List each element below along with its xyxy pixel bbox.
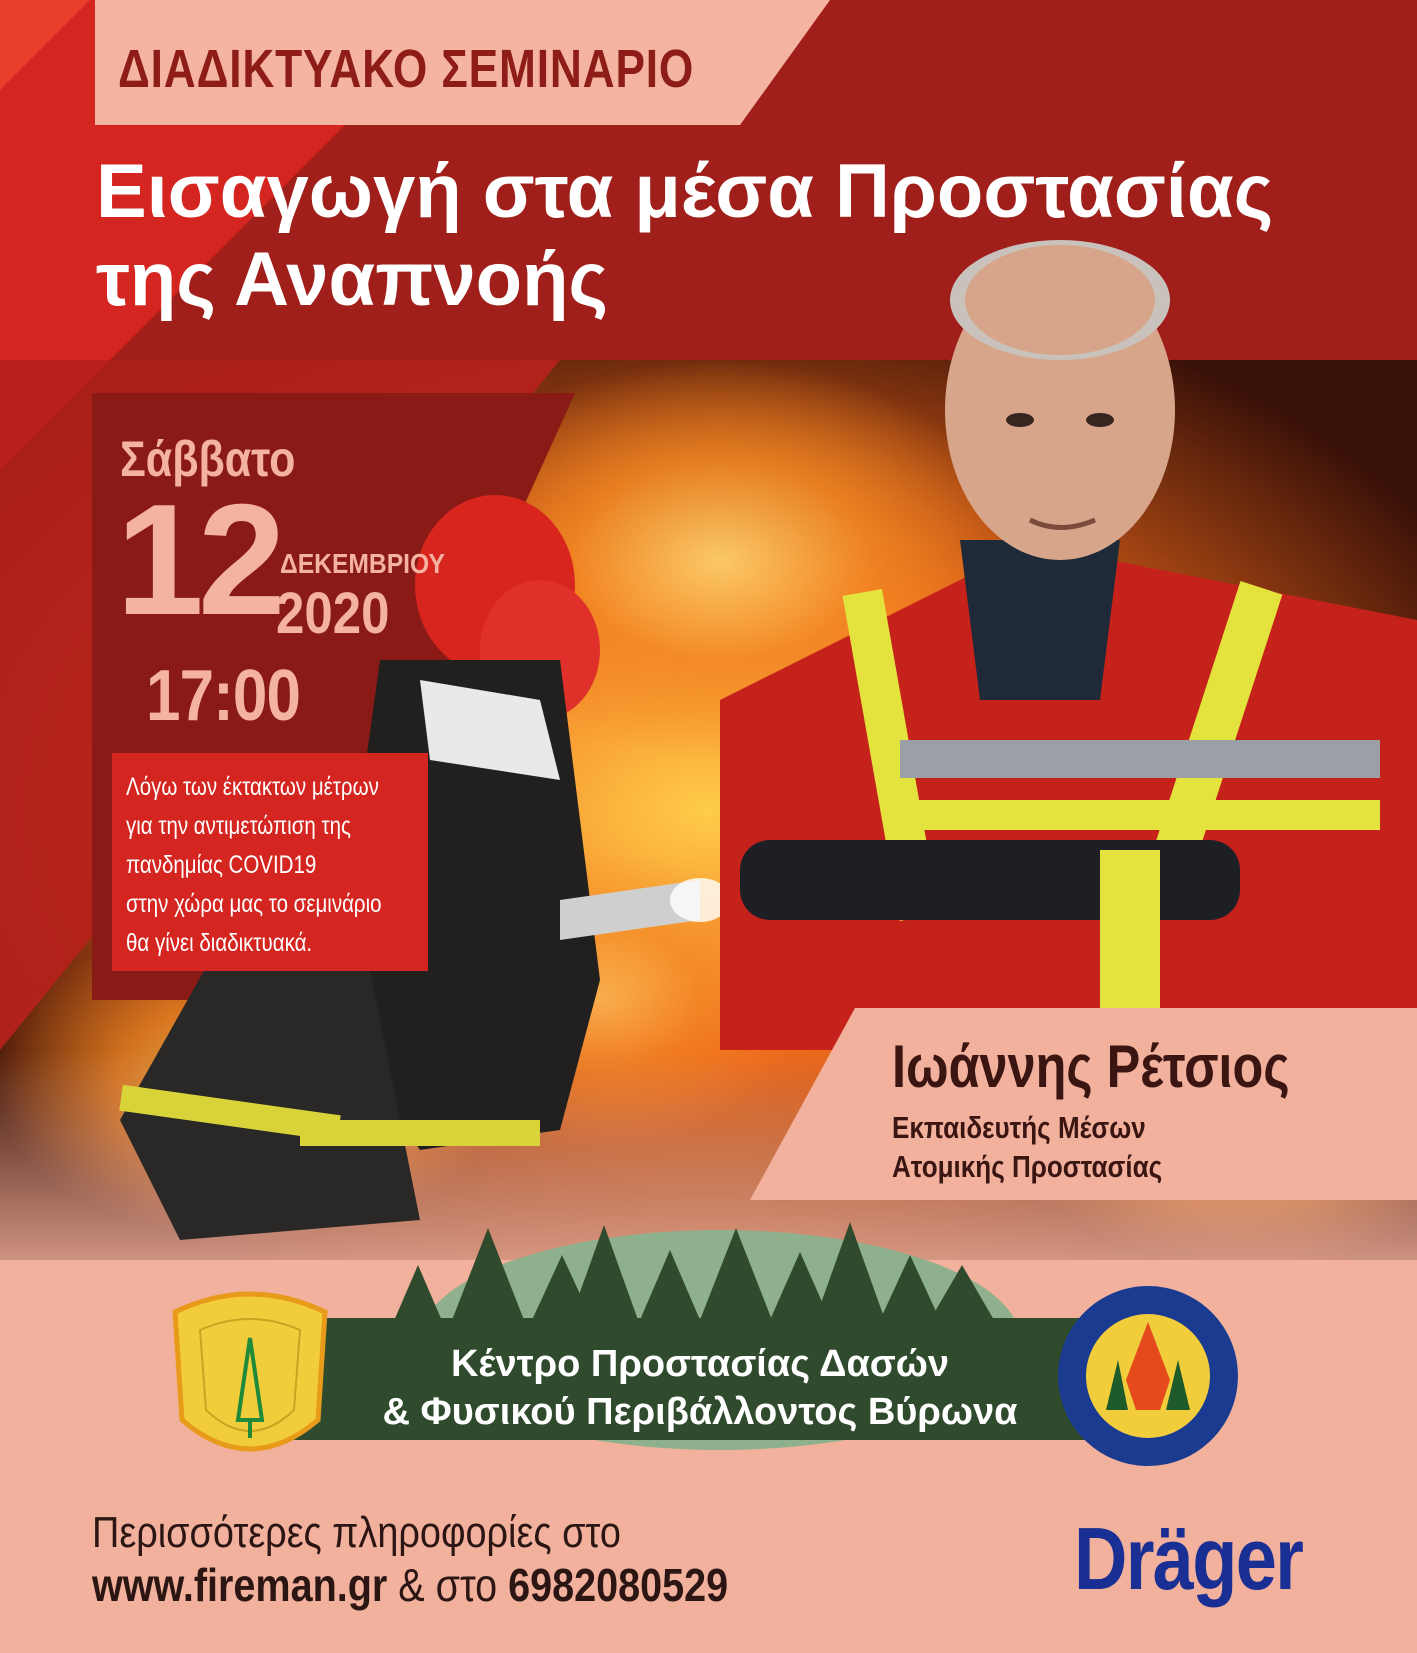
notice-line: πανδημίας COVID19	[126, 851, 317, 879]
speaker-role-line: Εκπαιδευτής Μέσων	[892, 1110, 1146, 1145]
speaker-role	[892, 1108, 1162, 1186]
website-link[interactable]: www.fireman.gr	[92, 1559, 388, 1611]
volunteer-fire-rescue-logo	[1058, 1286, 1238, 1466]
contact-connector: & στο	[387, 1559, 509, 1611]
more-info-label: Περισσότερες πληροφορίες στο	[92, 1508, 621, 1557]
title-line-2: της Αναπνοής	[96, 237, 609, 322]
forest-center-logo	[175, 1294, 325, 1449]
start-time: 17:00	[146, 656, 301, 736]
seminar-tag: ΔΙΑΔΙΚΤΥΑΚΟ ΣΕΜΙΝΑΡΙΟ	[118, 39, 695, 99]
notice-line: Λόγω των έκτακτων μέτρων	[126, 773, 379, 801]
notice-line: στην χώρα μας το σεμινάριο	[126, 890, 382, 918]
organizer-name	[320, 1340, 1080, 1436]
phone-number[interactable]: 6982080529	[508, 1559, 729, 1611]
speaker-name: Ιωάννης Ρέτσιος	[892, 1033, 1290, 1100]
organizer-name-line: & Φυσικού Περιβάλλοντος Βύρωνα	[382, 1391, 1018, 1433]
notice-text	[126, 768, 421, 963]
year: 2020	[276, 581, 390, 646]
title-line-1: Εισαγωγή στα μέσα Προστασίας	[96, 149, 1274, 234]
drager-logo: Dräger	[1074, 1509, 1303, 1608]
weekday: Σάββατο	[120, 431, 296, 487]
seminar-title	[96, 148, 1273, 324]
month: ΔΕΚΕΜΒΡΙΟΥ	[280, 548, 445, 579]
speaker-role-line: Ατομικής Προστασίας	[892, 1149, 1163, 1184]
organizer-name-line: Κέντρο Προστασίας Δασών	[450, 1343, 950, 1385]
notice-line: θα γίνει διαδικτυακά.	[126, 929, 313, 957]
notice-line: για την αντιμετώπιση της	[126, 812, 351, 840]
day-number: 12	[116, 472, 280, 648]
contact-line	[92, 1558, 728, 1612]
